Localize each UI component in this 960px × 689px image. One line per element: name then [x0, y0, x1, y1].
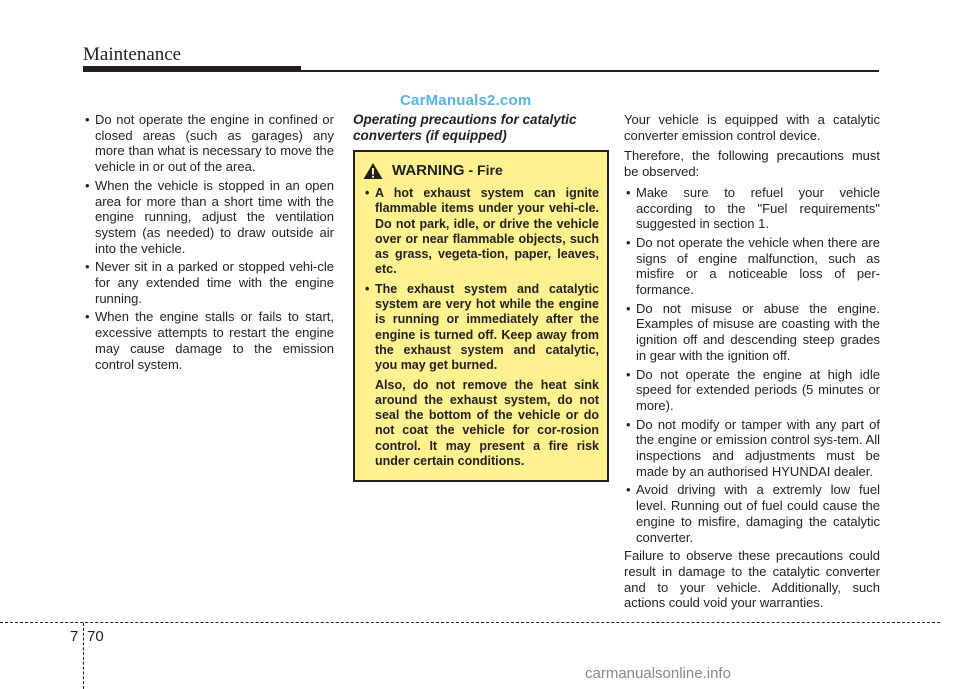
warning-subtitle: - Fire [468, 162, 503, 179]
chapter-number: 7 [70, 628, 79, 645]
column-right [624, 112, 880, 616]
list-item: • A hot exhaust system can ignite flammable items under your vehi-cle. Do not park, idle, or drive the vehicle over or near flammable objects, such as grass, vegeta-tion, paper, leaves, etc. [363, 186, 599, 278]
intro-paragraph: Your vehicle is equipped with a catalytic converter emission control device. [624, 112, 880, 143]
list-item: • Make sure to refuel your vehicle according to the "Fuel requirements" suggested in section 1. [624, 185, 880, 232]
list-item: • Do not misuse or abuse the engine. Examples of misuse are coasting with the ignition off and descending steep grades in gear with the ignition off. [624, 301, 880, 364]
closing-paragraph: Failure to observe these precautions could result in damage to the catalytic converter and to your vehicle. Additionally, such actions could void your warranties. [624, 548, 880, 611]
footer-dashed-rule [0, 622, 940, 623]
list-item: • Do not modify or tamper with any part of the engine or emission control sys-tem. All inspections and adjustments must be made by an authorised HYUNDAI dealer. [624, 417, 880, 480]
header-bar [83, 66, 301, 72]
column-left [83, 112, 334, 375]
column-middle [353, 112, 607, 482]
warning-header [363, 162, 599, 180]
list-item: • Do not operate the vehicle when there are signs of engine malfunction, such as misfire or a noticeable loss of per-formance. [624, 235, 880, 298]
warning-list [363, 186, 599, 374]
watermark-top: CarManuals2.com [400, 92, 532, 109]
warning-box [353, 150, 609, 482]
list-item: • Do not operate the engine at high idle speed for extended periods (5 minutes or more). [624, 367, 880, 414]
warning-title: WARNING [392, 162, 465, 180]
list-item: • Avoid driving with a extremly low fuel level. Running out of fuel could cause the engine to misfire, damaging the catalytic converter. [624, 482, 880, 545]
intro-paragraph-2: Therefore, the following precautions must be observed: [624, 148, 880, 180]
list-item: • Never sit in a parked or stopped vehi-cle for any extended time with the engine running. [83, 259, 334, 306]
list-item: • When the engine stalls or fails to start, excessive attempts to restart the engine may cause damage to the emission control system. [83, 309, 334, 372]
section-heading: Operating precautions for catalytic converters (if equipped) [353, 112, 577, 143]
list-item: • Do not operate the engine in confined or closed areas (such as garages) any more than what is necessary to move the vehicle in or out of the area. [83, 112, 334, 175]
list-item: • The exhaust system and catalytic system are very hot while the engine is running or immediately after the engine is turned off. Keep away from the exhaust system and catalytic, you may get burned. [363, 282, 599, 374]
watermark-bottom: carmanualsonline.info [585, 665, 731, 682]
page-header-title: Maintenance [83, 44, 182, 65]
header-rule [301, 70, 879, 72]
catalytic-precautions-list [624, 185, 880, 545]
footer-vertical-divider [83, 623, 84, 689]
warning-extra-paragraph: Also, do not remove the heat sink around the exhaust system, do not seal the bottom of the vehicle or do not coat the vehicle for cor-rosion control. It may present a fire risk under certain conditions. [375, 377, 599, 469]
list-item: • When the vehicle is stopped in an open area for more than a short time with the engine running, adjust the ventilation system (as needed) to draw outside air into the vehicle. [83, 178, 334, 257]
page-number: 70 [87, 628, 104, 645]
engine-precautions-list [83, 112, 334, 372]
warning-triangle-icon [363, 162, 383, 180]
